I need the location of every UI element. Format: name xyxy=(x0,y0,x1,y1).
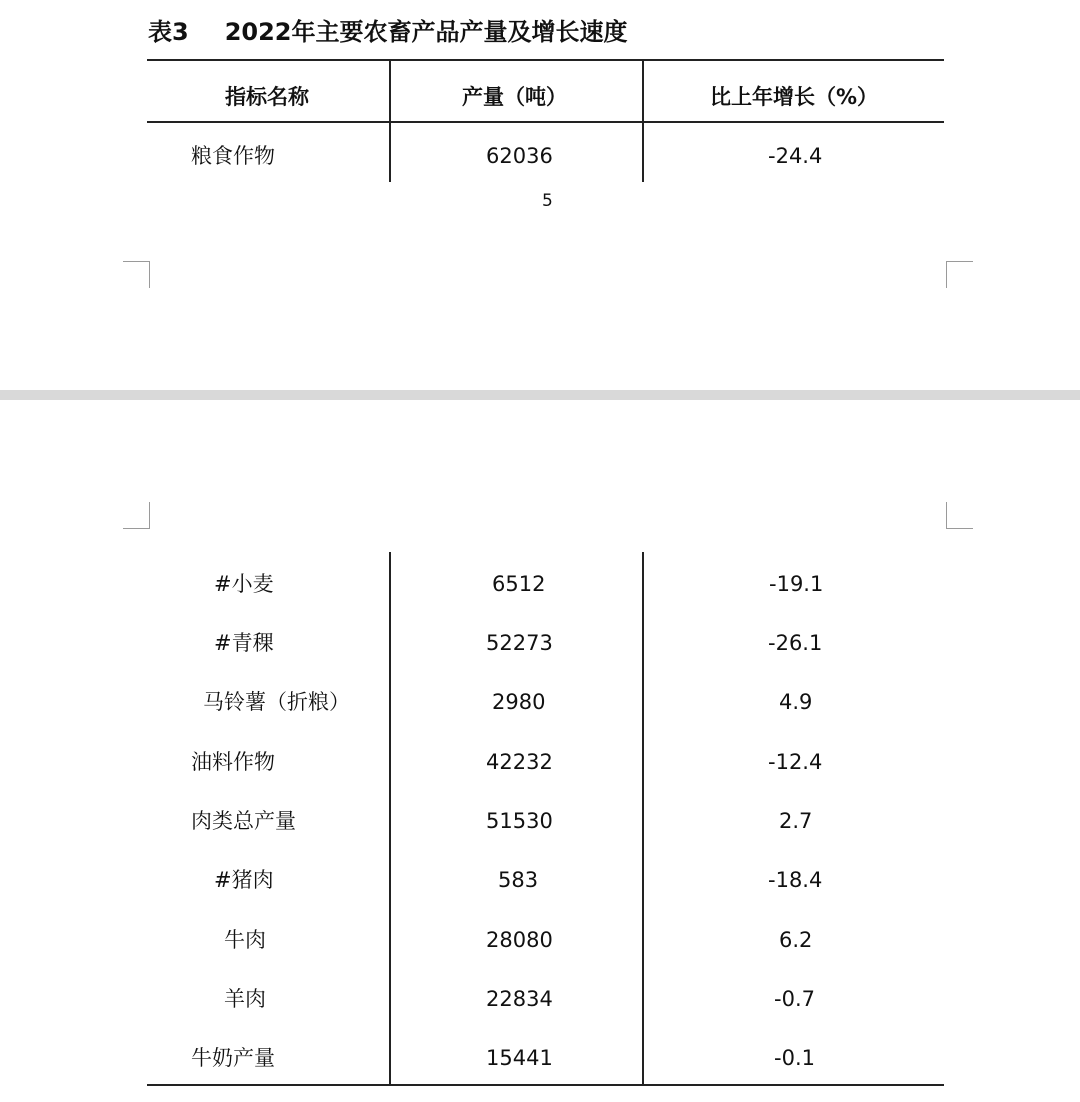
row-output: 42232 xyxy=(486,750,553,774)
row-name: #小麦 xyxy=(214,572,274,596)
table-title xyxy=(148,20,628,44)
row-output: 6512 xyxy=(492,572,546,596)
row-output: 2980 xyxy=(492,690,546,714)
row-growth: 6.2 xyxy=(779,928,813,952)
row-growth: -0.7 xyxy=(774,987,815,1011)
row-output: 22834 xyxy=(486,987,553,1011)
crop-mark-bottom-right xyxy=(946,261,973,288)
column-divider-2 xyxy=(642,60,644,182)
column-divider-2 xyxy=(642,552,644,1085)
row-output: 52273 xyxy=(486,631,553,655)
row-growth: -12.4 xyxy=(768,750,823,774)
row-name: 牛奶产量 xyxy=(191,1046,275,1070)
row-name: 肉类总产量 xyxy=(191,809,296,833)
row-name: 羊肉 xyxy=(224,987,266,1011)
row-name: 粮食作物 xyxy=(191,144,275,168)
row-name: 马铃薯（折粮） xyxy=(203,690,350,714)
table-title-text: 2022年主要农畜产品产量及增长速度 xyxy=(224,18,628,46)
row-growth: 2.7 xyxy=(779,809,813,833)
header-growth: 比上年增长（%） xyxy=(710,85,879,109)
header-output: 产量（吨） xyxy=(462,85,567,109)
row-output: 28080 xyxy=(486,928,553,952)
column-divider-1 xyxy=(389,60,391,182)
row-output: 51530 xyxy=(486,809,553,833)
row-output: 583 xyxy=(498,868,539,892)
crop-mark-top-right xyxy=(946,502,973,529)
row-name: 油料作物 xyxy=(191,750,275,774)
header-indicator-name: 指标名称 xyxy=(225,85,309,109)
page-number: 5 xyxy=(542,191,553,211)
row-growth: -18.4 xyxy=(768,868,823,892)
row-name: #猪肉 xyxy=(214,868,274,892)
row-output: 15441 xyxy=(486,1046,553,1070)
row-growth: -0.1 xyxy=(774,1046,815,1070)
row-growth: -19.1 xyxy=(769,572,824,596)
page-separator xyxy=(0,390,1080,400)
row-growth: -24.4 xyxy=(768,144,823,168)
row-output: 62036 xyxy=(486,144,553,168)
crop-mark-bottom-left xyxy=(123,261,150,288)
table-top-rule xyxy=(147,59,944,61)
row-growth: -26.1 xyxy=(768,631,823,655)
table-label: 表3 xyxy=(148,18,189,46)
table-header-rule xyxy=(147,121,944,123)
column-divider-1 xyxy=(389,552,391,1085)
row-name: 牛肉 xyxy=(224,928,266,952)
row-growth: 4.9 xyxy=(779,690,813,714)
table-bottom-rule xyxy=(147,1084,944,1086)
crop-mark-top-left xyxy=(123,502,150,529)
row-name: #青稞 xyxy=(214,631,274,655)
